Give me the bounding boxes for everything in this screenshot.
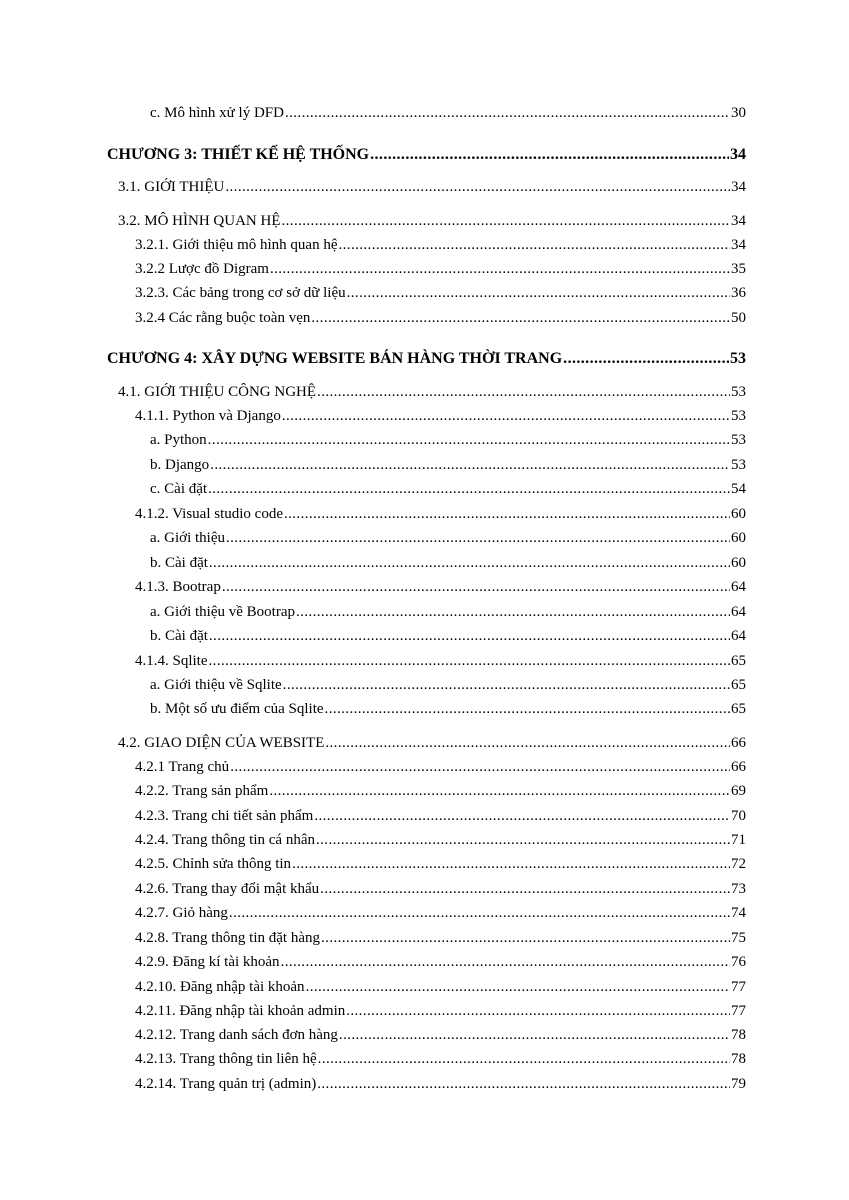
toc-entry-page-number: 77 <box>731 979 746 995</box>
toc-entry[interactable] <box>135 577 746 597</box>
dot-leader <box>284 504 730 524</box>
toc-entry-title: 4.2.3. Trang chi tiết sản phẩm <box>135 808 314 824</box>
toc-entry-page-number: 34 <box>731 237 746 253</box>
toc-entry-title: 4.2.4. Trang thông tin cá nhân <box>135 832 315 848</box>
dot-leader <box>321 928 730 948</box>
toc-entry-page-number: 53 <box>731 457 746 473</box>
toc-entry-title: 4.1.4. Sqlite <box>135 653 208 669</box>
dot-leader <box>325 733 730 753</box>
dot-leader <box>229 903 730 923</box>
toc-entry[interactable] <box>135 903 746 923</box>
toc-entry-page-number: 73 <box>731 881 746 897</box>
toc-entry[interactable] <box>135 308 746 328</box>
dot-leader <box>346 1001 730 1021</box>
toc-entry-title: 4.1. GIỚI THIỆU CÔNG NGHỆ <box>118 384 317 400</box>
toc-entry[interactable] <box>150 528 746 548</box>
toc-entry-page-number: 64 <box>731 604 746 620</box>
dot-leader <box>317 1074 730 1094</box>
toc-entry-title: 4.2.2. Trang sản phẩm <box>135 783 269 799</box>
dot-leader <box>320 879 730 899</box>
toc-entry[interactable] <box>150 430 746 450</box>
toc-entry-title: 3.2.3. Các bảng trong cơ sở dữ liệu <box>135 285 346 301</box>
toc-entry-page-number: 65 <box>731 701 746 717</box>
toc-entry-page-number: 53 <box>731 432 746 448</box>
toc-entry-title: c. Cài đặt <box>150 481 208 497</box>
toc-entry-title: b. Một số ưu điểm của Sqlite <box>150 701 324 717</box>
dot-leader <box>222 577 730 597</box>
toc-entry-page-number: 77 <box>731 1003 746 1019</box>
toc-entry-page-number: 66 <box>731 735 746 751</box>
toc-entry-title: 3.2. MÔ HÌNH QUAN HỆ <box>118 213 281 229</box>
dot-leader <box>314 806 730 826</box>
dot-leader <box>226 528 730 548</box>
toc-entry-title: 4.2.1 Trang chủ <box>135 759 230 775</box>
toc-entry-page-number: 30 <box>731 105 746 121</box>
toc-entry-page-number: 69 <box>731 783 746 799</box>
dot-leader <box>209 626 730 646</box>
toc-entry-title: b. Cài đặt <box>150 628 208 644</box>
toc-entry-page-number: 50 <box>731 310 746 326</box>
toc-entry-title: 4.2.12. Trang danh sách đơn hàng <box>135 1027 338 1043</box>
toc-entry[interactable] <box>107 145 746 165</box>
toc-entry[interactable] <box>135 259 746 279</box>
toc-entry-title: 4.2.14. Trang quản trị (admin) <box>135 1076 317 1092</box>
toc-entry-title: 4.2.6. Trang thay đổi mật khẩu <box>135 881 320 897</box>
toc-entry-title: c. Mô hình xử lý DFD <box>150 105 284 121</box>
toc-entry-page-number: 53 <box>731 384 746 400</box>
dot-leader <box>282 406 730 426</box>
toc-entry-page-number: 75 <box>731 930 746 946</box>
toc-entry-title: 4.2.5. Chỉnh sửa thông tin <box>135 856 292 872</box>
toc-entry-page-number: 34 <box>731 179 746 195</box>
toc-entry-title: a. Giới thiệu về Sqlite <box>150 677 282 693</box>
toc-entry[interactable] <box>135 977 746 997</box>
toc-entry-page-number: 36 <box>731 285 746 301</box>
toc-entry[interactable] <box>135 830 746 850</box>
dot-leader <box>230 757 730 777</box>
toc-entry-title: 4.2.10. Đăng nhập tài khoản <box>135 979 305 995</box>
toc-entry[interactable] <box>150 103 746 123</box>
toc-entry[interactable] <box>118 177 746 197</box>
toc-entry-title: 4.2.7. Giỏ hàng <box>135 905 228 921</box>
toc-entry-page-number: 35 <box>731 261 746 277</box>
dot-leader <box>316 830 730 850</box>
toc-entry[interactable] <box>135 406 746 426</box>
toc-entry[interactable] <box>135 504 746 524</box>
toc-entry-page-number: 34 <box>731 213 746 229</box>
toc-entry[interactable] <box>135 1049 746 1069</box>
dot-leader <box>283 675 730 695</box>
dot-leader <box>209 553 730 573</box>
toc-entry-title: a. Giới thiệu <box>150 530 225 546</box>
dot-leader <box>318 1049 730 1069</box>
dot-leader <box>270 259 730 279</box>
dot-leader <box>370 145 729 165</box>
toc-entry[interactable] <box>135 235 746 255</box>
dot-leader <box>210 455 730 475</box>
dot-leader <box>325 699 730 719</box>
toc-entry-page-number: 76 <box>731 954 746 970</box>
dot-leader <box>292 854 730 874</box>
dot-leader <box>306 977 730 997</box>
toc-entry-page-number: 65 <box>731 653 746 669</box>
dot-leader <box>339 1025 730 1045</box>
dot-leader <box>563 349 729 369</box>
toc-entry-page-number: 66 <box>731 759 746 775</box>
dot-leader <box>347 283 730 303</box>
toc-entry-title: 4.2.9. Đăng kí tài khoản <box>135 954 280 970</box>
toc-entry-title: 3.2.2 Lược đồ Digram <box>135 261 269 277</box>
toc-entry-title: 4.2.11. Đăng nhập tài khoản admin <box>135 1003 346 1019</box>
toc-entry[interactable] <box>135 879 746 899</box>
toc-entry[interactable] <box>150 553 746 573</box>
toc-entry-page-number: 78 <box>731 1027 746 1043</box>
toc-entry[interactable] <box>135 1001 746 1021</box>
toc-entry-title: CHƯƠNG 3: THIẾT KẾ HỆ THỐNG <box>107 146 370 163</box>
toc-entry[interactable] <box>118 211 746 231</box>
dot-leader <box>311 308 730 328</box>
toc-entry-title: CHƯƠNG 4: XÂY DỰNG WEBSITE BÁN HÀNG THỜI TRANG <box>107 350 563 367</box>
toc-entry-title: 3.2.1. Giới thiệu mô hình quan hệ <box>135 237 338 253</box>
toc-entry-page-number: 74 <box>731 905 746 921</box>
toc-entry-page-number: 54 <box>731 481 746 497</box>
dot-leader <box>285 103 730 123</box>
toc-entry-page-number: 70 <box>731 808 746 824</box>
toc-entry[interactable] <box>150 455 746 475</box>
toc-entry[interactable] <box>135 283 746 303</box>
toc-entry-title: 3.2.4 Các rằng buộc toàn vẹn <box>135 310 311 326</box>
toc-entry[interactable] <box>135 854 746 874</box>
toc-entry-page-number: 64 <box>731 579 746 595</box>
toc-entry-page-number: 65 <box>731 677 746 693</box>
toc-entry-title: 3.1. GIỚI THIỆU <box>118 179 225 195</box>
toc-entry[interactable] <box>118 382 746 402</box>
toc-entry-page-number: 79 <box>731 1076 746 1092</box>
toc-entry-page-number: 53 <box>731 408 746 424</box>
toc-entry[interactable] <box>107 349 746 369</box>
toc-entry[interactable] <box>150 602 746 622</box>
toc-entry-title: 4.1.3. Bootrap <box>135 579 221 595</box>
toc-entry[interactable] <box>135 806 746 826</box>
toc-entry-title: 4.1.2. Visual studio code <box>135 506 283 522</box>
toc-entry[interactable] <box>150 626 746 646</box>
toc-entry-title: 4.2. GIAO DIỆN CỦA WEBSITE <box>118 735 325 751</box>
dot-leader <box>281 952 730 972</box>
toc-entry-page-number: 60 <box>731 555 746 571</box>
toc-entry-title: 4.2.13. Trang thông tin liên hệ <box>135 1051 317 1067</box>
dot-leader <box>209 651 730 671</box>
toc-entry-page-number: 71 <box>731 832 746 848</box>
toc-entry[interactable] <box>135 757 746 777</box>
toc-entry-page-number: 72 <box>731 856 746 872</box>
toc-entry[interactable] <box>150 699 746 719</box>
toc-entry-title: b. Django <box>150 457 210 473</box>
toc-entry[interactable] <box>135 928 746 948</box>
dot-leader <box>282 211 731 231</box>
dot-leader <box>317 382 730 402</box>
dot-leader <box>339 235 731 255</box>
dot-leader <box>296 602 730 622</box>
dot-leader <box>208 430 730 450</box>
toc-entry[interactable] <box>118 733 746 753</box>
toc-entry[interactable] <box>135 952 746 972</box>
toc-entry-title: 4.1.1. Python và Django <box>135 408 281 424</box>
toc-entry[interactable] <box>135 1074 746 1094</box>
toc-entry-page-number: 64 <box>731 628 746 644</box>
dot-leader <box>208 479 730 499</box>
toc-entry-page-number: 60 <box>731 506 746 522</box>
dot-leader <box>269 781 730 801</box>
toc-entry[interactable] <box>150 479 746 499</box>
toc-entry-title: b. Cài đặt <box>150 555 208 571</box>
toc-entry-title: 4.2.8. Trang thông tin đặt hàng <box>135 930 321 946</box>
toc-entry-title: a. Python <box>150 432 207 448</box>
toc-entry-page-number: 78 <box>731 1051 746 1067</box>
toc-entry[interactable] <box>150 675 746 695</box>
toc-entry[interactable] <box>135 781 746 801</box>
toc-entry[interactable] <box>135 1025 746 1045</box>
toc-entry-page-number: 53 <box>730 350 746 367</box>
dot-leader <box>225 177 730 197</box>
toc-entry-title: a. Giới thiệu về Bootrap <box>150 604 295 620</box>
toc-entry-page-number: 60 <box>731 530 746 546</box>
toc-entry[interactable] <box>135 651 746 671</box>
toc-entry-page-number: 34 <box>730 146 746 163</box>
